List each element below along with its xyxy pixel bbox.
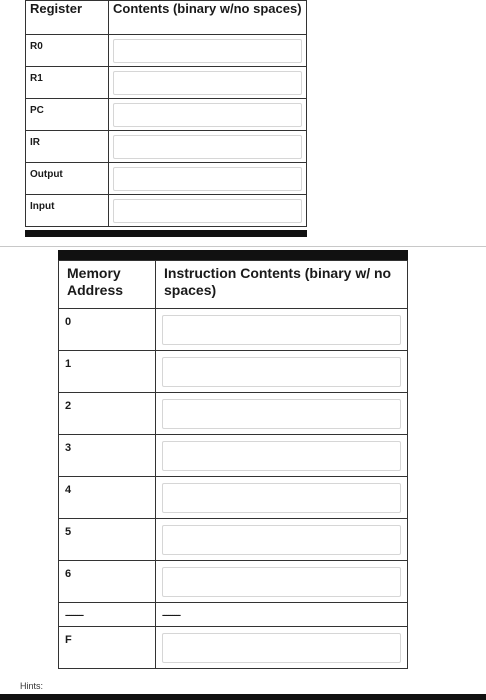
memory-table-header (59, 261, 408, 309)
register-label: IR (26, 131, 109, 163)
register-label: Output (26, 163, 109, 195)
ellipsis-address: --------- (59, 603, 156, 627)
memory-row (59, 351, 408, 393)
contents-column-header: Contents (binary w/no spaces) (109, 1, 307, 35)
memory-address-label: 6 (59, 561, 156, 603)
memory-address-label: 5 (59, 519, 156, 561)
memory-6-contents-input[interactable] (162, 567, 401, 597)
r1-contents-input[interactable] (113, 71, 302, 95)
register-row-output (26, 163, 307, 195)
instruction-contents-column-header: Instruction Contents (binary w/ no spaces) (156, 261, 408, 309)
register-label: R0 (26, 35, 109, 67)
input-contents-input[interactable] (113, 199, 302, 223)
register-label: PC (26, 99, 109, 131)
register-label: Input (26, 195, 109, 227)
memory-0-contents-input[interactable] (162, 315, 401, 345)
ellipsis-contents: --------- (156, 603, 408, 627)
ir-contents-input[interactable] (113, 135, 302, 159)
pc-contents-input[interactable] (113, 103, 302, 127)
memory-row-last (59, 627, 408, 669)
memory-address-column-header: Memory Address (59, 261, 156, 309)
memory-ellipsis-row (59, 603, 408, 627)
memory-row (59, 393, 408, 435)
hints-label: Hints: (20, 681, 44, 691)
memory-address-label: 0 (59, 309, 156, 351)
bottom-rule (0, 694, 486, 700)
memory-table-top-bar (58, 250, 408, 260)
output-contents-input[interactable] (113, 167, 302, 191)
memory-table (58, 260, 408, 669)
memory-3-contents-input[interactable] (162, 441, 401, 471)
register-row-r0 (26, 35, 307, 67)
memory-f-contents-input[interactable] (162, 633, 401, 663)
memory-row (59, 477, 408, 519)
memory-address-label: 1 (59, 351, 156, 393)
memory-address-label: 2 (59, 393, 156, 435)
register-column-header: Register (26, 1, 109, 35)
register-label: R1 (26, 67, 109, 99)
memory-address-label: F (59, 627, 156, 669)
section-divider (0, 246, 486, 247)
register-row-ir (26, 131, 307, 163)
r0-contents-input[interactable] (113, 39, 302, 63)
register-row-input (26, 195, 307, 227)
memory-4-contents-input[interactable] (162, 483, 401, 513)
register-table-header (26, 1, 307, 35)
memory-row (59, 435, 408, 477)
memory-row (59, 309, 408, 351)
memory-5-contents-input[interactable] (162, 525, 401, 555)
memory-row (59, 519, 408, 561)
memory-address-label: 4 (59, 477, 156, 519)
register-table (25, 0, 307, 227)
memory-address-label: 3 (59, 435, 156, 477)
register-table-bottom-bar (25, 230, 307, 237)
memory-2-contents-input[interactable] (162, 399, 401, 429)
memory-row (59, 561, 408, 603)
register-row-pc (26, 99, 307, 131)
register-row-r1 (26, 67, 307, 99)
memory-1-contents-input[interactable] (162, 357, 401, 387)
